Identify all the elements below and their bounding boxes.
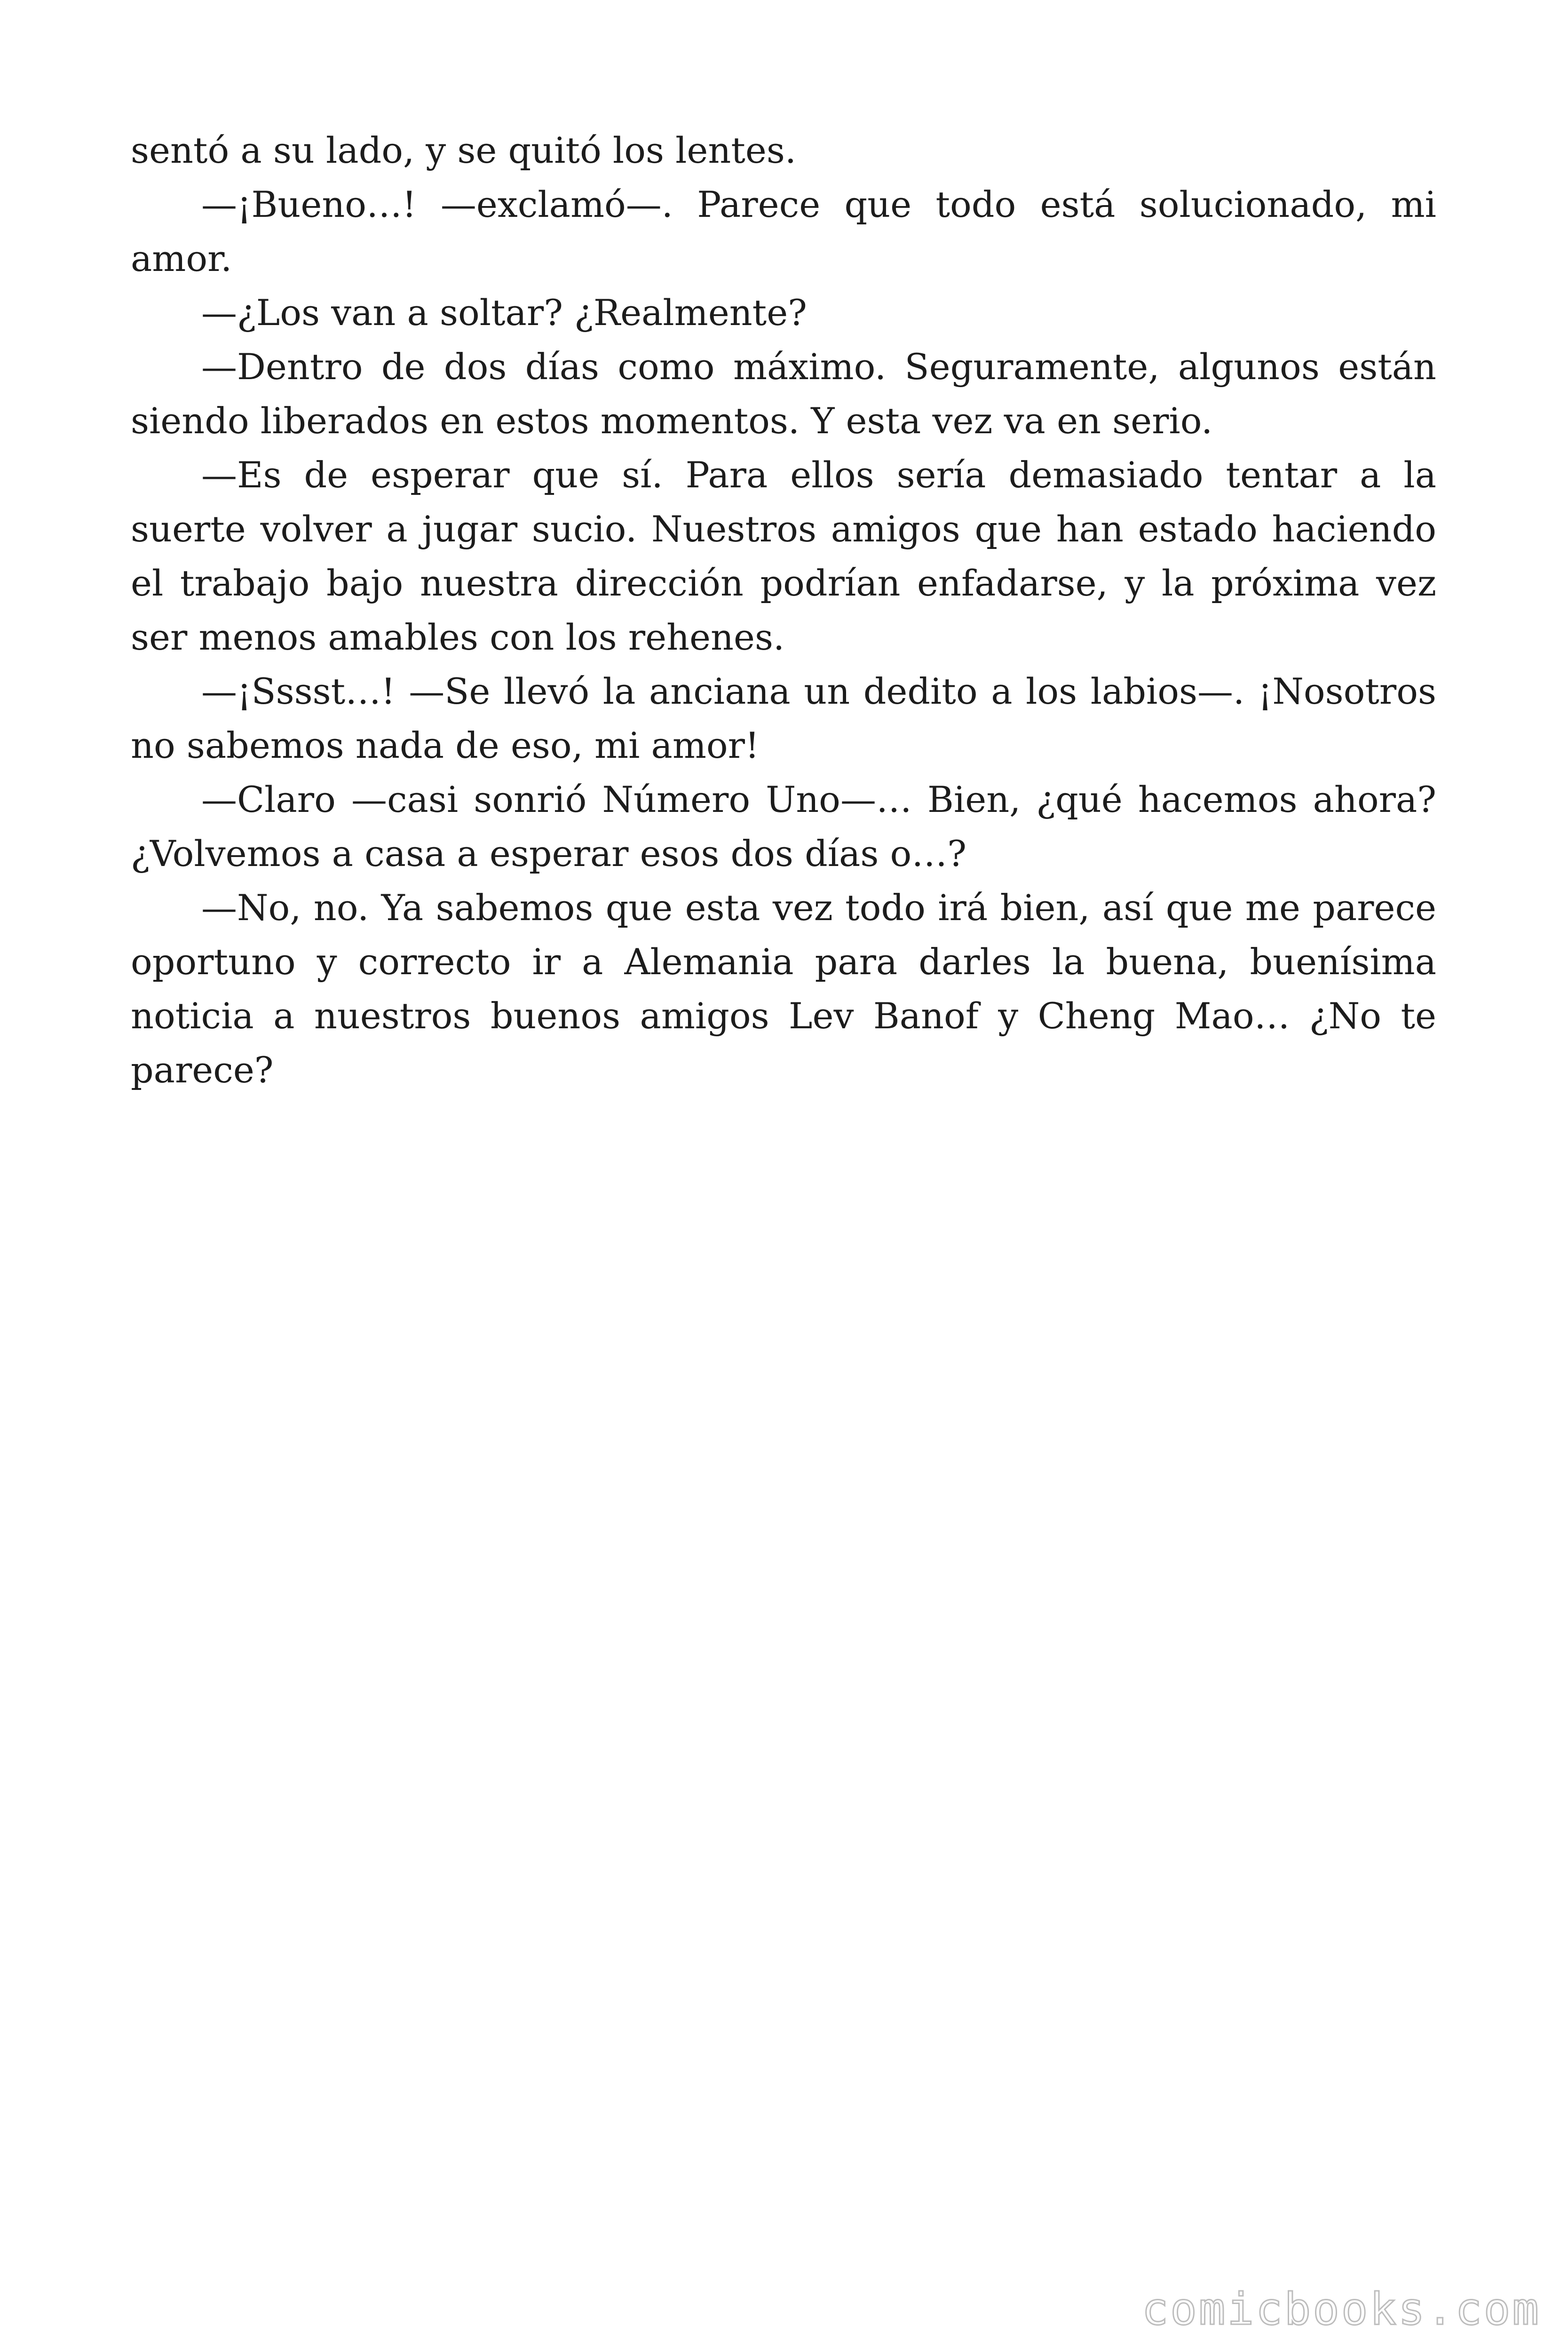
paragraph-1: sentó a su lado, y se quitó los lentes.: [131, 129, 797, 171]
watermark: comicbooks.com: [1141, 2284, 1541, 2335]
paragraph-6: —¡Sssst…! —Se llevó la anciana un dedito a los labios—. ¡Nosotros no sabemos nada de eso, mi amor!: [131, 670, 1436, 766]
paragraph-4: —Dentro de dos días como máximo. Seguramente, algunos están siendo liberados en estos momentos. Y esta vez va en serio.: [131, 346, 1436, 442]
paragraph-2: —¡Bueno…! —exclamó—. Parece que todo está solucionado, mi amor.: [131, 183, 1436, 279]
paragraph-8: —No, no. Ya sabemos que esta vez todo irá bien, así que me parece oportuno y correcto ir a Alemania para darles la buena, buenísima noticia a nuestros buenos amigos Lev Banof y Cheng Mao… ¿No te parece?: [131, 887, 1436, 1091]
paragraph-7: —Claro —casi sonrió Número Uno—… Bien, ¿qué hacemos ahora? ¿Volvemos a casa a esperar esos dos días o…?: [131, 779, 1436, 874]
body-text: [131, 123, 1436, 1097]
paragraph-3: —¿Los van a soltar? ¿Realmente?: [201, 292, 807, 334]
paragraph-5: —Es de esperar que sí. Para ellos sería demasiado tentar a la suerte volver a jugar sucio. Nuestros amigos que han estado haciendo el trabajo bajo nuestra dirección podrían enfadarse, y la próxima vez ser menos amables con los rehenes.: [131, 454, 1436, 658]
